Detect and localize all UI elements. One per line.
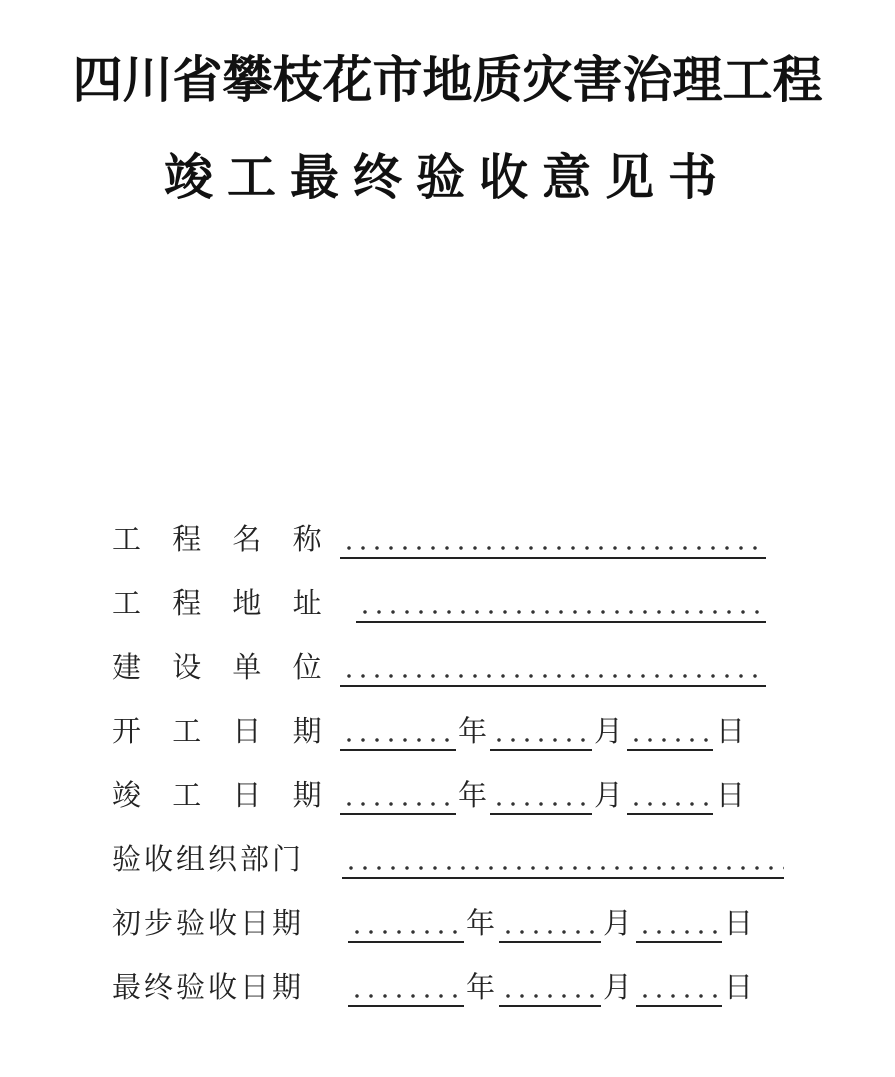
day-unit: 日 bbox=[724, 906, 754, 940]
start-month-field[interactable] bbox=[490, 711, 592, 751]
start-date-label: 开 工 日 期 bbox=[112, 714, 333, 748]
day-unit: 日 bbox=[724, 970, 754, 1004]
initial-acceptance-date-row bbox=[0, 903, 895, 943]
start-date-row bbox=[0, 711, 895, 751]
project-name-field[interactable] bbox=[340, 519, 766, 559]
final-day-field[interactable] bbox=[636, 967, 722, 1007]
completion-date-label: 竣 工 日 期 bbox=[112, 778, 333, 812]
final-acceptance-date-label: 最终验收日期 bbox=[112, 970, 305, 1004]
day-unit: 日 bbox=[716, 778, 746, 812]
year-unit: 年 bbox=[458, 714, 488, 748]
year-unit: 年 bbox=[466, 970, 496, 1004]
month-unit: 月 bbox=[603, 970, 633, 1004]
project-address-field[interactable] bbox=[356, 583, 766, 623]
project-address-label: 工 程 地 址 bbox=[112, 586, 333, 620]
year-unit: 年 bbox=[466, 906, 496, 940]
year-unit: 年 bbox=[458, 778, 488, 812]
acceptance-org-field[interactable] bbox=[342, 839, 784, 879]
final-acceptance-date-row bbox=[0, 967, 895, 1007]
start-year-field[interactable] bbox=[340, 711, 456, 751]
construction-unit-row bbox=[0, 647, 895, 687]
final-year-field[interactable] bbox=[348, 967, 464, 1007]
initial-year-field[interactable] bbox=[348, 903, 464, 943]
month-unit: 月 bbox=[603, 906, 633, 940]
completion-year-field[interactable] bbox=[340, 775, 456, 815]
completion-date-row bbox=[0, 775, 895, 815]
project-name-row bbox=[0, 519, 895, 559]
initial-acceptance-date-label: 初步验收日期 bbox=[112, 906, 305, 940]
acceptance-org-label: 验收组织部门 bbox=[112, 842, 305, 876]
final-month-field[interactable] bbox=[499, 967, 601, 1007]
title-line-2: 竣工最终验收意见书 bbox=[163, 148, 731, 206]
completion-day-field[interactable] bbox=[627, 775, 713, 815]
initial-day-field[interactable] bbox=[636, 903, 722, 943]
project-address-row bbox=[0, 583, 895, 623]
start-day-field[interactable] bbox=[627, 711, 713, 751]
initial-month-field[interactable] bbox=[499, 903, 601, 943]
month-unit: 月 bbox=[594, 714, 624, 748]
completion-month-field[interactable] bbox=[490, 775, 592, 815]
project-name-label: 工 程 名 称 bbox=[112, 522, 333, 556]
acceptance-org-row bbox=[0, 839, 895, 879]
construction-unit-field[interactable] bbox=[340, 647, 766, 687]
day-unit: 日 bbox=[716, 714, 746, 748]
title-line-1: 四川省攀枝花市地质灾害治理工程 bbox=[72, 50, 823, 109]
month-unit: 月 bbox=[594, 778, 624, 812]
construction-unit-label: 建 设 单 位 bbox=[112, 650, 333, 684]
